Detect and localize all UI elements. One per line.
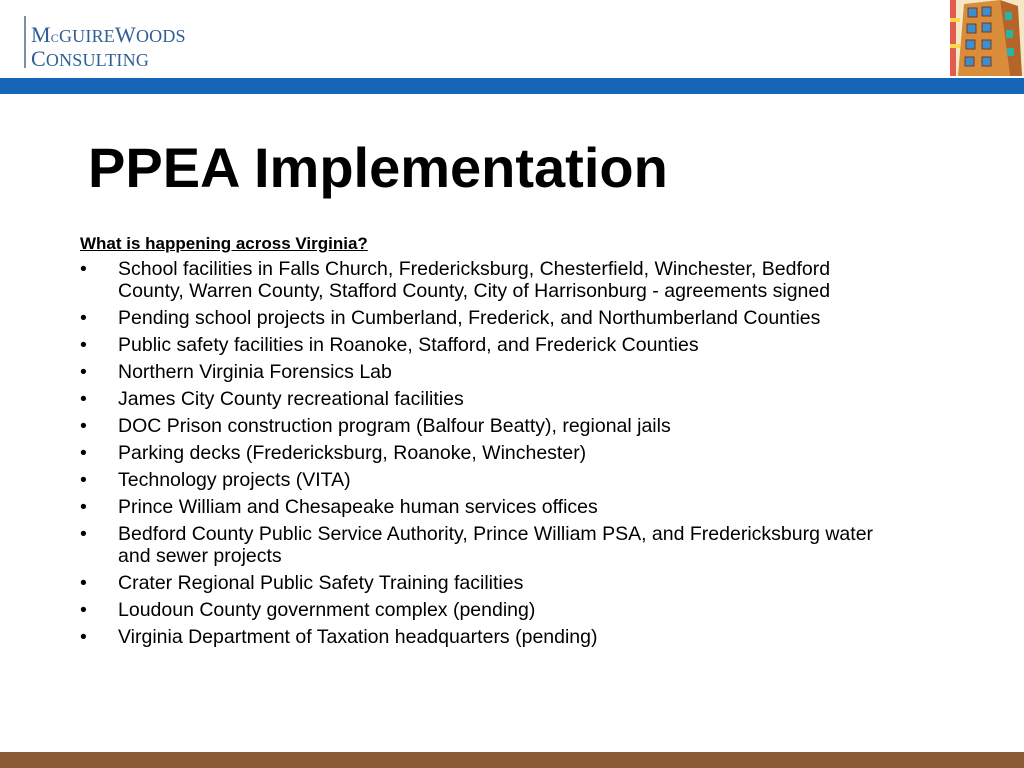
bullet-text: Crater Regional Public Safety Training facilities [118,572,524,594]
bullet-text: School facilities in Falls Church, Fredericksburg, Chesterfield, Winchester, Bedford County, Warren County, Stafford County, City of Harrisonburg - agreements signed [118,258,831,302]
logo-text: M [31,22,51,47]
logo-rule [24,16,26,68]
bullet-dot-icon: • [80,258,87,280]
bullet-dot-icon: • [80,388,87,410]
bullet-dot-icon: • [80,523,87,545]
bullet-dot-icon: • [80,626,87,648]
bullet-item [80,496,900,518]
bullet-text: Loudoun County government complex (pending) [118,599,536,621]
building-illustration [950,0,1024,76]
bullet-text: Prince William and Chesapeake human services offices [118,496,598,518]
bullet-item [80,626,900,648]
bullet-text: Technology projects (VITA) [118,469,351,491]
bullet-item [80,307,900,329]
building-icon [950,0,1024,76]
section-heading: What is happening across Virginia? [80,234,368,253]
bullet-dot-icon: • [80,572,87,594]
bullet-item [80,258,900,302]
bullet-text: Bedford County Public Service Authority, Prince William PSA, and Fredericksburg water and sewer projects [118,523,874,567]
logo-line-2 [31,46,149,72]
bullet-item [80,523,900,567]
bullet-text: Pending school projects in Cumberland, Frederick, and Northumberland Counties [118,307,821,329]
footer-rule [0,752,1024,768]
bullet-dot-icon: • [80,496,87,518]
bullet-dot-icon: • [80,469,87,491]
bullet-item [80,469,900,491]
slide-content [80,233,900,653]
bullet-dot-icon: • [80,361,87,383]
bullet-dot-icon: • [80,415,87,437]
bullet-item [80,388,900,410]
bullet-dot-icon: • [80,599,87,621]
logo-text: OODS [135,26,186,46]
bullet-text: James City County recreational facilities [118,388,464,410]
bullet-item [80,572,900,594]
logo-line-1 [31,22,186,48]
logo-text: W [114,22,136,47]
header-rule [0,78,1024,94]
bullet-dot-icon: • [80,442,87,464]
bullet-list [80,258,900,648]
bullet-text: Public safety facilities in Roanoke, Stafford, and Frederick Counties [118,334,699,356]
bullet-dot-icon: • [80,334,87,356]
bullet-item [80,415,900,437]
logo-text: ONSULTING [45,50,150,70]
bullet-text: Parking decks (Fredericksburg, Roanoke, Winchester) [118,442,587,464]
bullet-text: Northern Virginia Forensics Lab [118,361,392,383]
bullet-item [80,599,900,621]
bullet-text: Virginia Department of Taxation headquarters (pending) [118,626,598,648]
bullet-text: DOC Prison construction program (Balfour Beatty), regional jails [118,415,671,437]
bullet-item [80,361,900,383]
slide-title: PPEA Implementation [88,136,668,199]
bullet-dot-icon: • [80,307,87,329]
logo-text: c [50,27,59,46]
logo-text: C [31,46,46,71]
bullet-item [80,442,900,464]
logo-text: GUIRE [58,26,115,46]
company-logo [24,16,194,74]
bullet-item [80,334,900,356]
